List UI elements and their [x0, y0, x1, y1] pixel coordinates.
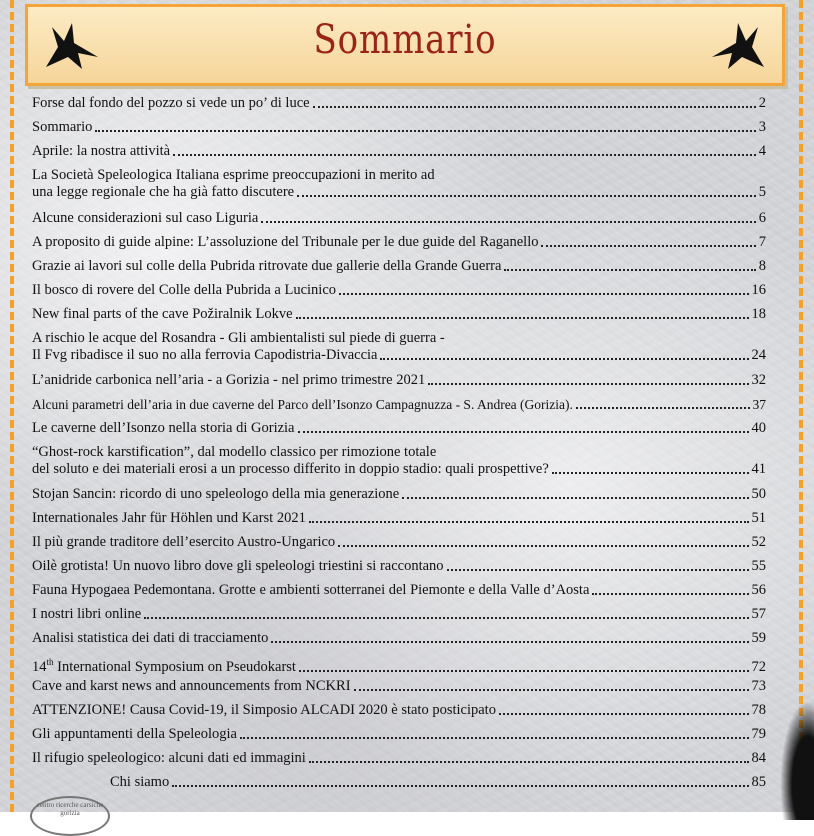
leader-dots [299, 659, 749, 672]
toc-entry[interactable] [32, 558, 766, 582]
leader-dots [499, 702, 749, 715]
entry-title-line1: “Ghost-rock karstification”, dal modello classico per rimozione totale [32, 444, 437, 460]
page-number: 16 [751, 282, 766, 298]
page-number: 79 [751, 726, 766, 742]
toc-entry[interactable] [32, 702, 766, 726]
page-number: 55 [751, 558, 766, 574]
entry-title: Alcune considerazioni sul caso Liguria [32, 210, 259, 226]
toc-entry[interactable] [32, 606, 766, 630]
page-number: 4 [758, 143, 766, 159]
title-banner [25, 4, 785, 86]
leader-dots [552, 461, 749, 474]
entry-title: Analisi statistica dei dati di tracciamento [32, 630, 269, 646]
leader-dots [313, 95, 756, 108]
page-number: 52 [751, 534, 766, 550]
entry-title: del soluto e dei materiali erosi a un processo differito in doppio stadio: quali prospettive? [32, 461, 549, 477]
leader-dots [576, 396, 750, 409]
toc-entry[interactable] [32, 750, 766, 774]
entry-title: Alcuni parametri dell’aria in due caverne del Parco dell’Isonzo Campagnuzza - S. Andrea (Gorizia). [32, 397, 573, 412]
toc-entry[interactable] [32, 282, 766, 306]
leader-dots [402, 486, 748, 499]
toc-entry[interactable] [32, 726, 766, 750]
leader-dots [339, 282, 748, 295]
toc-entry[interactable] [32, 396, 766, 420]
page-number: 2 [758, 95, 766, 111]
entry-title: A proposito di guide alpine: L’assoluzione del Tribunale per le due guide del Raganello [32, 234, 539, 250]
toc-entry[interactable] [32, 486, 766, 510]
entry-title: una legge regionale che ha già fatto discutere [32, 184, 295, 200]
page-number: 24 [751, 347, 766, 363]
toc-entry[interactable] [32, 420, 766, 444]
leader-dots [144, 606, 748, 619]
toc-entry[interactable] [32, 119, 766, 143]
leader-dots [504, 258, 755, 271]
page-number: 3 [758, 119, 766, 135]
page-number: 5 [758, 184, 766, 200]
leader-dots [298, 420, 749, 433]
toc-entry[interactable] [32, 258, 766, 282]
leader-dots [271, 630, 748, 643]
toc-entry[interactable] [32, 167, 766, 210]
toc-entry[interactable] [32, 372, 766, 396]
entry-title: Il Fvg ribadisce il suo no alla ferrovia Capodistria-Divaccia [32, 347, 378, 363]
leader-dots [428, 372, 748, 385]
entry-title: Cave and karst news and announcements from NCKRI [32, 678, 351, 694]
page-number: 41 [751, 461, 766, 477]
entry-title: 14th International Symposium on Pseudokarst [32, 657, 296, 675]
page-number: 84 [751, 750, 766, 766]
leader-dots [296, 306, 749, 319]
page-number: 18 [751, 306, 766, 322]
entry-title: Il più grande traditore dell’esercito Austro-Ungarico [32, 534, 336, 550]
association-stamp [30, 796, 110, 836]
toc-entry[interactable] [32, 774, 766, 798]
entry-title: I nostri libri online [32, 606, 142, 622]
page-number: 85 [751, 774, 766, 790]
page-number: 40 [751, 420, 766, 436]
page-number: 6 [758, 210, 766, 226]
entry-title: Stojan Sancin: ricordo di uno speleologo della mia generazione [32, 486, 400, 502]
page-number: 57 [751, 606, 766, 622]
entry-title: ATTENZIONE! Causa Covid-19, il Simposio ALCADI 2020 è stato posticipato [32, 702, 496, 718]
leader-dots [354, 678, 749, 691]
page-number: 73 [751, 678, 766, 694]
entry-title: Le caverne dell’Isonzo nella storia di Gorizia [32, 420, 295, 436]
leader-dots [173, 143, 756, 156]
bat-silhouette-corner [780, 700, 814, 820]
entry-title: Gli appuntamenti della Speleologia [32, 726, 237, 742]
entry-title-line1: A rischio le acque del Rosandra - Gli ambientalisti sul piede di guerra - [32, 330, 445, 346]
entry-title-line1: La Società Speleologica Italiana esprime preoccupazioni in merito ad [32, 167, 435, 183]
entry-title: Il bosco di rovere del Colle della Pubrida a Lucinico [32, 282, 337, 298]
bat-icon [702, 17, 772, 77]
entry-title: New final parts of the cave Požiralnik Lokve [32, 306, 293, 322]
leader-dots [172, 774, 748, 787]
page-number: 56 [751, 582, 766, 598]
page-number: 37 [752, 397, 766, 412]
toc-entry[interactable] [32, 444, 766, 486]
entry-title: Chi siamo [110, 774, 170, 790]
toc-entry[interactable] [32, 143, 766, 167]
entry-title: L’anidride carbonica nell’aria - a Gorizia - nel primo trimestre 2021 [32, 372, 426, 388]
table-of-contents [32, 95, 766, 798]
right-dashed-border [799, 0, 803, 812]
page-number: 78 [751, 702, 766, 718]
entry-title: Grazie ai lavori sul colle della Pubrida ritrovate due gallerie della Grande Guerra [32, 258, 502, 274]
toc-entry[interactable] [32, 510, 766, 534]
page-title: Sommario [313, 17, 497, 63]
page-number: 72 [751, 658, 766, 675]
leader-dots [240, 726, 749, 739]
toc-entry[interactable] [32, 95, 766, 119]
entry-title: Sommario [32, 119, 93, 135]
page-number: 51 [751, 510, 766, 526]
page-number: 7 [758, 234, 766, 250]
entry-title: Aprile: la nostra attività [32, 143, 171, 159]
toc-entry[interactable] [32, 534, 766, 558]
leader-dots [95, 119, 755, 132]
entry-title: Forse dal fondo del pozzo si vede un po’ di luce [32, 95, 310, 111]
page-number: 50 [751, 486, 766, 502]
leader-dots [297, 184, 756, 197]
entry-title: Il rifugio speleologico: alcuni dati ed immagini [32, 750, 306, 766]
toc-entry[interactable] [32, 210, 766, 234]
toc-entry[interactable] [32, 678, 766, 702]
leader-dots [447, 558, 749, 571]
stamp-text: centro ricerche carsiche gorizia [36, 801, 104, 817]
page-number: 32 [751, 372, 766, 388]
leader-dots [309, 510, 749, 523]
leader-dots [592, 582, 748, 595]
page-number: 8 [758, 258, 766, 274]
leader-dots [338, 534, 748, 547]
toc-entry[interactable] [32, 582, 766, 606]
leader-dots [541, 234, 755, 247]
left-dashed-border [10, 0, 14, 812]
leader-dots [261, 210, 755, 223]
entry-title: Oilè grotista! Un nuovo libro dove gli speleologi triestini si raccontano [32, 558, 444, 574]
page-number: 59 [751, 630, 766, 646]
toc-entry[interactable] [32, 654, 766, 678]
entry-title: Internationales Jahr für Höhlen und Karst 2021 [32, 510, 306, 526]
toc-entry[interactable] [32, 630, 766, 654]
leader-dots [380, 347, 748, 360]
leader-dots [309, 750, 749, 763]
entry-title: Fauna Hypogaea Pedemontana. Grotte e ambienti sotterranei del Piemonte e della Valle d’Aosta [32, 582, 590, 598]
toc-entry[interactable] [32, 330, 766, 372]
toc-entry[interactable] [32, 306, 766, 330]
toc-entry[interactable] [32, 234, 766, 258]
